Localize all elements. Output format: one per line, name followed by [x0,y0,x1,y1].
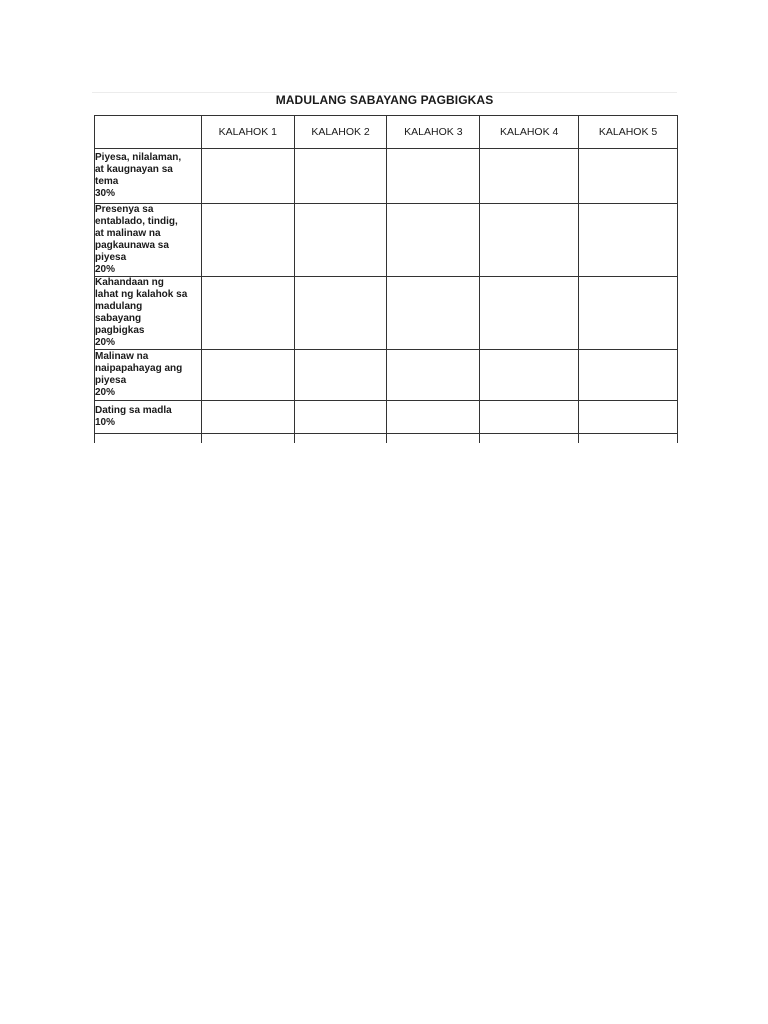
criterion-cell [95,149,202,204]
criterion-text: at kaugnayan sa [95,164,173,175]
criterion-text: entablado, tindig, [95,216,178,227]
score-cell [201,149,294,204]
table-row-cut-off [95,434,678,444]
criterion-text: pagkaunawa sa [95,240,169,251]
criterion-cell [95,350,202,401]
criterion-weight: 10% [95,417,116,428]
criterion-text: madulang [95,301,143,312]
score-cell [201,277,294,350]
score-cell [201,434,294,444]
criterion-cell [95,277,202,350]
criterion-weight: 20% [95,264,116,275]
score-cell [480,401,579,434]
header-cell-kalahok-4: KALAHOK 4 [480,116,579,149]
criterion-text: Kahandaan ng [95,277,164,288]
score-cell [294,277,387,350]
score-cell [294,350,387,401]
score-cell [294,401,387,434]
score-cell [201,350,294,401]
criterion-cell [95,434,202,444]
score-cell [579,350,678,401]
criterion-text: Presenya sa [95,204,154,215]
score-cell [480,204,579,277]
score-cell [387,277,480,350]
score-cell [579,277,678,350]
score-cell [480,434,579,444]
rubric-table-container [94,115,678,443]
criterion-text: pagbigkas [95,325,145,336]
header-cell-kalahok-2: KALAHOK 2 [294,116,387,149]
score-cell [201,204,294,277]
score-cell [387,204,480,277]
table-row [95,204,678,277]
score-cell [579,204,678,277]
score-cell [294,149,387,204]
criterion-weight: 20% [95,387,116,398]
criterion-weight: 20% [95,337,116,348]
criterion-text: lahat ng kalahok sa [95,289,188,300]
header-cell-kalahok-1: KALAHOK 1 [201,116,294,149]
criterion-text: tema [95,176,119,187]
table-row [95,401,678,434]
document-title: MADULANG SABAYANG PAGBIGKAS [275,93,494,107]
header-cell-kalahok-3: KALAHOK 3 [387,116,480,149]
score-cell [480,149,579,204]
score-cell [579,434,678,444]
score-cell [480,277,579,350]
score-cell [480,350,579,401]
criterion-text: naipapahayag ang [95,363,183,374]
criterion-cell [95,401,202,434]
header-cell-kalahok-5: KALAHOK 5 [579,116,678,149]
rubric-table [94,115,678,443]
score-cell [294,434,387,444]
criterion-text: piyesa [95,252,127,263]
criterion-weight: 30% [95,188,116,199]
score-cell [387,149,480,204]
score-cell [387,350,480,401]
criterion-text: sabayang [95,313,142,324]
table-row [95,149,678,204]
criterion-text: Piyesa, nilalaman, [95,152,182,163]
score-cell [387,434,480,444]
score-cell [387,401,480,434]
table-row [95,277,678,350]
criterion-text: piyesa [95,375,127,386]
table-row [95,350,678,401]
criterion-text: at malinaw na [95,228,161,239]
criterion-cell [95,204,202,277]
criterion-text: Malinaw na [95,351,149,362]
header-cell-criteria [95,116,202,149]
score-cell [579,401,678,434]
score-cell [294,204,387,277]
score-cell [579,149,678,204]
table-header-row [95,116,678,149]
score-cell [201,401,294,434]
criterion-text: Dating sa madla [95,405,172,416]
